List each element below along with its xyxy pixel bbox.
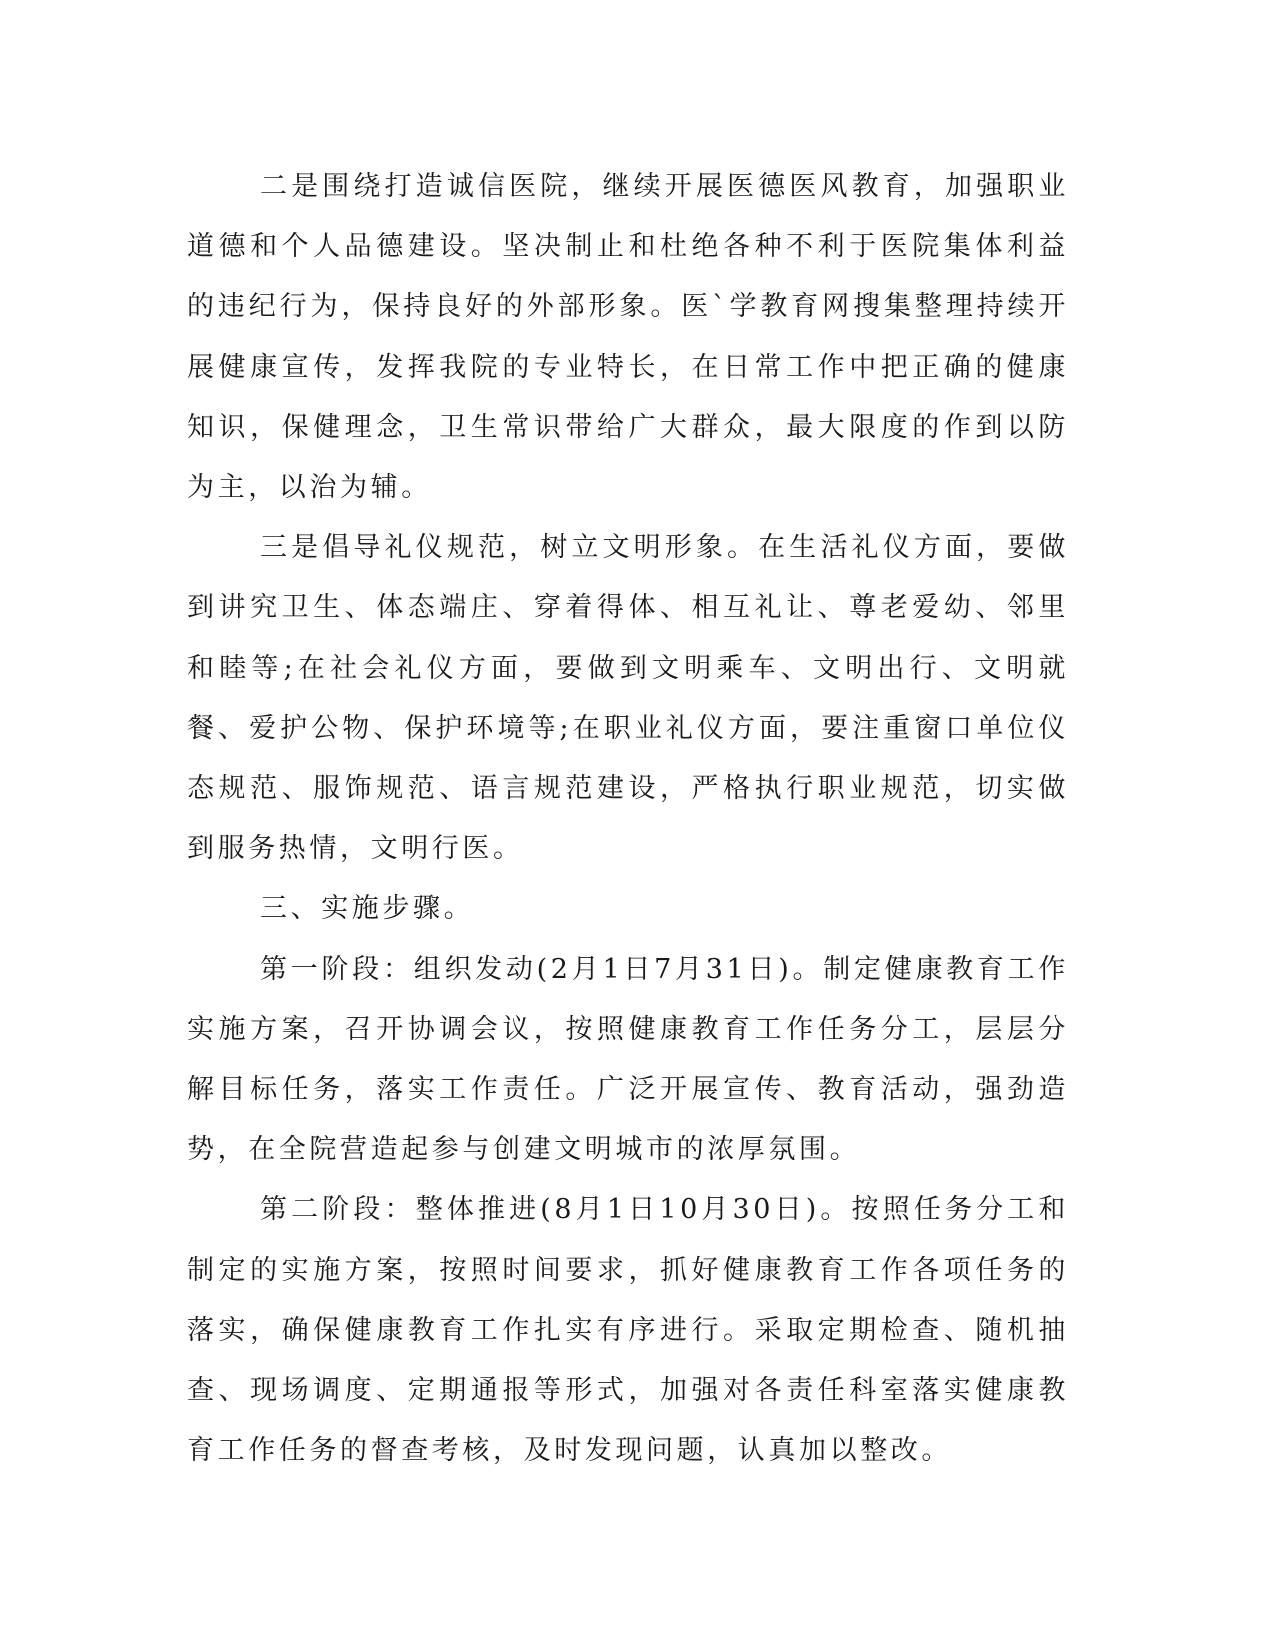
paragraph-stage-one: 第一阶段：组织发动(2月1日7月31日)。制定健康教育工作实施方案，召开协调会议，按照健康教育工作任务分工，层层分解目标任务，落实工作责任。广泛开展宣传、教育活动，强劲造势，在全院营造起参与创建文明城市的浓厚氛围。	[187, 953, 1069, 1166]
paragraph-integrity-hospital: 二是围绕打造诚信医院，继续开展医德医风教育，加强职业道德和个人品德建设。坚决制止和杜绝各种不利于医院集体利益的违纪行为，保持良好的外部形象。医`学教育网搜集整理持续开展健康宣传，发挥我院的专业特长，在日常工作中把正确的健康知识，保健理念，卫生常识带给广大群众，最大限度的作到以防为主，以治为辅。	[187, 171, 1069, 504]
paragraph-stage-two: 第二阶段：整体推进(8月1日10月30日)。按照任务分工和制定的实施方案，按照时间要求，抓好健康教育工作各项任务的落实，确保健康教育工作扎实有序进行。采取定期检查、随机抽查、现场调度、定期通报等形式，加强对各责任科室落实健康教育工作任务的督查考核，及时发现问题，认真加以整改。	[187, 1194, 1069, 1467]
document-body	[187, 157, 1069, 1481]
section-heading-implementation-steps: 三、实施步骤。	[260, 893, 475, 925]
paragraph-etiquette: 三是倡导礼仪规范，树立文明形象。在生活礼仪方面，要做到讲究卫生、体态端庄、穿着得体、相互礼让、尊老爱幼、邻里和睦等;在社会礼仪方面，要做到文明乘车、文明出行、文明就餐、爱护公物、保护环境等;在职业礼仪方面，要注重窗口单位仪态规范、服饰规范、语言规范建设，严格执行职业规范，切实做到服务热情，文明行医。	[187, 532, 1069, 865]
